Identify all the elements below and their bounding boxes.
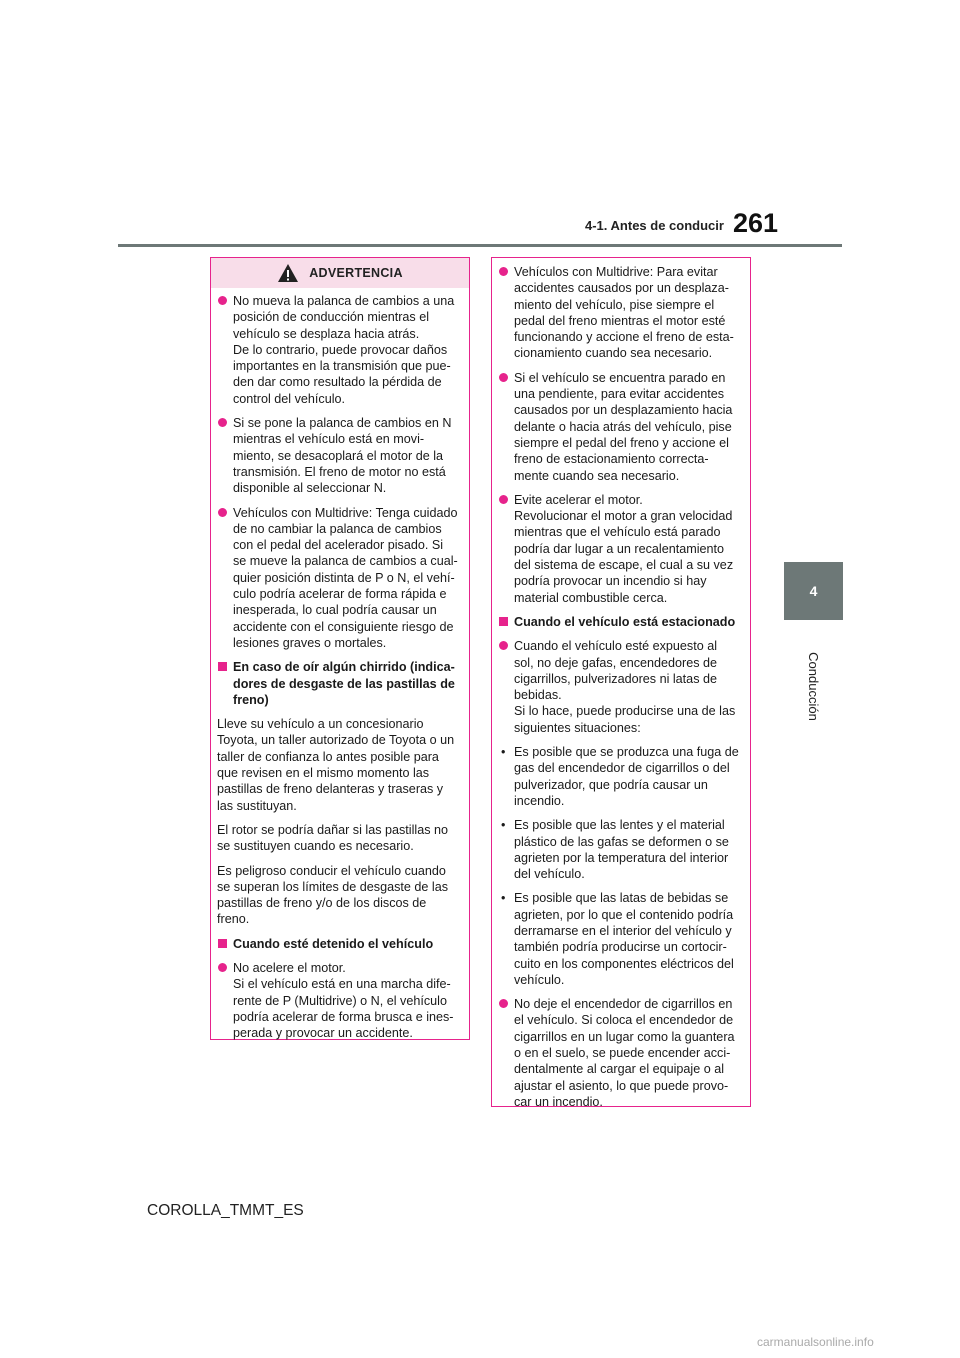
bullet-dot-icon (218, 508, 227, 517)
subsection-heading-text: Cuando esté detenido el vehículo (233, 936, 434, 951)
warning-box-right (491, 257, 751, 1107)
bullet-mark: • (501, 818, 506, 833)
warning-header (211, 258, 469, 288)
list-item (498, 370, 744, 484)
sub-bullet-text: Es posible que las lentes y el material plástico de las gafas se deformen o se agrieten por la temperatura del interior del vehículo. (514, 818, 729, 882)
page-number: 261 (733, 208, 779, 238)
list-item (498, 492, 744, 606)
sub-bullet-text: Es posible que se produzca una fuga de gas del encendedor de cigarrillos o del pulverizador, que podría causar un incendio. (514, 745, 739, 808)
paragraph: El rotor se podría dañar si las pastillas no se sustituyen cuando es necesario. (217, 822, 449, 854)
subsection-heading (217, 936, 463, 952)
list-item (498, 638, 744, 736)
sub-bullet-text: Es posible que las latas de bebidas se agrieten, por lo que el contenido podría derramarse en el interior del vehículo y también podría producirse un cortocir- cuito en los componentes eléctricos del vehículo. (514, 891, 734, 987)
warning-triangle-icon (277, 263, 299, 283)
bullet-dot-icon (499, 641, 508, 650)
paragraph: Es peligroso conducir el vehículo cuando se superan los límites de desgaste de las pastillas de freno y/o de los discos de freno. (217, 863, 449, 927)
list-item-text: Vehículos con Multidrive: Tenga cuidado de no cambiar la palanca de cambios con el pedal del acelerador pisado. Si se mueve la palanca de cambios a cual- quier posición distinta de P o N, el vehí- culo podría acelerar de forma rápida e inesperada, lo cual podría causar un accidente con el consiguiente riesgo de lesiones graves o mortales. (233, 505, 458, 650)
paragraph: Lleve su vehículo a un concesionario Toyota, un taller autorizado de Toyota o un taller de confianza lo antes posible para que revisen en el mismo momento las pastillas de freno delanteras y traseras y las sustituyan. (217, 717, 455, 813)
chapter-label-text: Conducción (805, 651, 821, 721)
list-item (217, 293, 463, 407)
list-item-text: No deje el encendedor de cigarrillos en el vehículo. Si coloca el encendedor de cigarrillos en un lugar como la guantera o en el suelo, se puede encender acci- dentalmente al cargar el equipaje o al ajustar el asiento, lo que puede provo- car un incendio. (514, 997, 735, 1109)
warning-box-left (210, 257, 470, 1040)
header-divider (118, 244, 842, 247)
sub-bullet (498, 817, 744, 882)
watermark: carmanualsonline.info (757, 1335, 874, 1349)
sub-bullet (498, 890, 744, 988)
list-item (217, 960, 463, 1041)
list-item-text: No mueva la palanca de cambios a una posición de conducción mientras el vehículo se desplaza hacia atrás. De lo contrario, puede provocar daños importantes en la transmisión que pue- den dar como resultado la pérdida de control del vehículo. (233, 294, 455, 406)
list-item-text: No acelere el motor. Si el vehículo está en una marcha dife- rente de P (Multidrive) o N, el vehículo podría acelerar de forma brusca e ines- perada y provocar un accidente. (233, 960, 454, 1041)
list-item (217, 415, 463, 496)
subsection-heading-text: Cuando el vehículo está estacionado (514, 614, 736, 629)
list-item (498, 264, 744, 362)
bullet-dot-icon (218, 296, 227, 305)
list-item-text: Evite acelerar el motor. Revolucionar el motor a gran velocidad mientras que el vehículo está parado podría dar lugar a un recalentamiento del sistema de escape, el cual a su vez podría provocar un incendio si hay material combustible cerca. (514, 492, 734, 605)
chapter-label (775, 646, 851, 726)
chapter-tab[interactable] (784, 562, 843, 620)
list-item (217, 505, 463, 652)
subsection-heading (498, 614, 744, 630)
subsection-heading-text: En caso de oír algún chirrido (indica- dores de desgaste de las pastillas de freno) (233, 660, 455, 707)
left-content (211, 288, 469, 1041)
bullet-dot-icon (499, 373, 508, 382)
bullet-dot-icon (499, 999, 508, 1008)
section-title: 4-1. Antes de conducir (585, 218, 724, 233)
document-code: COROLLA_TMMT_ES (147, 1202, 304, 1219)
bullet-dot-icon (499, 267, 508, 276)
bullet-dot-icon (218, 963, 227, 972)
bullet-dot-icon (218, 418, 227, 427)
subsection-heading (217, 659, 463, 708)
section-square-icon (499, 617, 508, 626)
bullet-dot-icon (499, 495, 508, 504)
list-item-text: Si se pone la palanca de cambios en N mientras el vehículo está en movi- miento, se desacoplará el motor de la transmisión. El freno de motor no está disponible al seleccionar N. (233, 416, 452, 496)
list-item-text: Cuando el vehículo esté expuesto al sol, no deje gafas, encendedores de cigarrillos, pulverizadores ni latas de bebidas. Si lo hace, puede producirse una de las siguientes situaciones: (514, 639, 736, 735)
bullet-mark: • (501, 891, 506, 906)
list-item-text: Vehículos con Multidrive: Para evitar accidentes causados por un desplaza- miento del vehículo, pise siempre el pedal del freno mientras el motor esté funcionando y accione el freno de esta- cionamiento cuando sea necesario. (514, 265, 734, 361)
list-item-text: Si el vehículo se encuentra parado en una pendiente, para evitar accidentes causados por un desplazamiento hacia delante o hacia atrás del vehículo, pise siempre el pedal del freno y accione el freno de estacionamiento correcta- mente cuando sea necesario. (514, 370, 733, 483)
chapter-number: 4 (809, 583, 818, 599)
warning-title: ADVERTENCIA (309, 265, 403, 280)
sub-bullet (498, 744, 744, 809)
list-item (498, 996, 744, 1110)
bullet-mark: • (501, 745, 506, 760)
right-content (492, 258, 750, 1110)
section-square-icon (218, 662, 227, 671)
section-square-icon (218, 939, 227, 948)
